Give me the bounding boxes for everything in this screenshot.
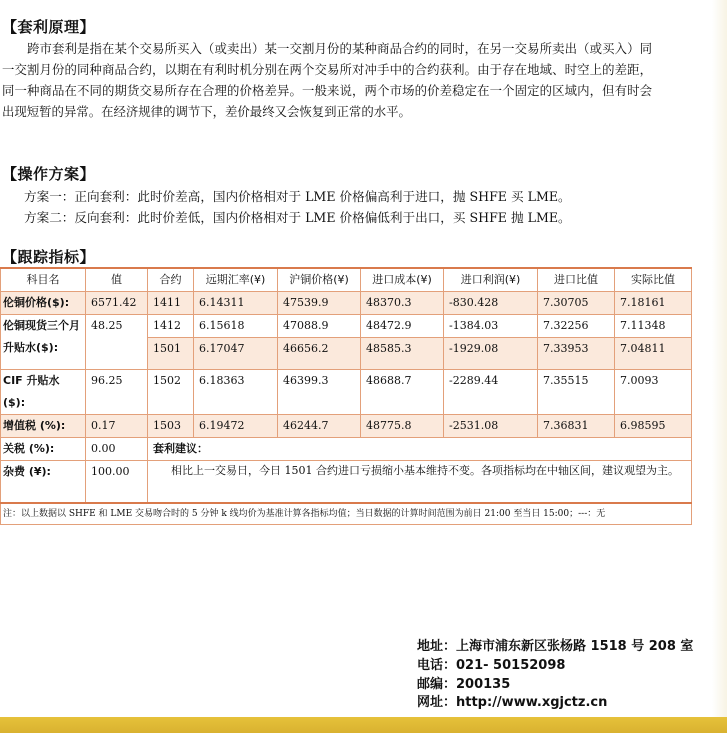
principle-section-title: 【套利原理】: [2, 18, 96, 36]
contact-phone: 电话：021- 50152098: [417, 658, 566, 673]
tracking-section-title: 【跟踪指标】: [2, 248, 96, 266]
import-cost: 48688.7: [361, 370, 444, 415]
footer-bar: [0, 717, 727, 733]
plan-two: 方案二：反向套利：此时价差低，国内价格相对于 LME 价格偏低利于出口，买 SHFE 抛 LME。: [24, 210, 571, 225]
import-ratio: 7.35515: [538, 370, 615, 415]
import-cost: 48370.3: [361, 292, 444, 315]
forward-fx: 6.18363: [194, 370, 278, 415]
import-profit: -2289.44: [444, 370, 538, 415]
table-note: 注：以上数据以 SHFE 和 LME 交易吻合时的 5 分钟 k 线均价为基准计算各指标均值；当日数据的计算时间范围为前日 21:00 至当日 15:00；---：无: [1, 503, 692, 525]
advice-text: 相比上一交易日，今日 1501 合约进口亏损缩小基本维持不变。各项指标均在中轴区间，建议观望为主。: [171, 464, 679, 477]
item-name: 关税 (%):: [1, 438, 86, 461]
import-cost: 48472.9: [361, 315, 444, 338]
forward-fx: 6.17047: [194, 338, 278, 370]
import-cost: 48775.8: [361, 415, 444, 438]
item-value: 96.25: [86, 370, 148, 415]
header-import-profit: 进口利润(¥): [444, 268, 538, 292]
import-profit: -830.428: [444, 292, 538, 315]
contract-code: 1412: [148, 315, 194, 338]
item-value: 6571.42: [86, 292, 148, 315]
header-forward-fx: 远期汇率(¥): [194, 268, 278, 292]
import-ratio: 7.36831: [538, 415, 615, 438]
contract-code: 1503: [148, 415, 194, 438]
contract-code: 1502: [148, 370, 194, 415]
plan-one: 方案一：正向套利：此时价差高，国内价格相对于 LME 价格偏高利于进口，抛 SHFE 买 LME。: [24, 189, 571, 204]
contact-website[interactable]: 网址：http://www.xgjctz.cn: [417, 695, 608, 710]
shfe-price: 46399.3: [278, 370, 361, 415]
item-value: 100.00: [86, 461, 148, 503]
contract-code: 1411: [148, 292, 194, 315]
principle-paragraph: 跨市套利是指在某个交易所买入（或卖出）某一交割月份的某种商品合约的同时，在另一交易所卖出（或买入）同一交割月份的同种商品合约，以期在有利时机分别在两个交易所对冲手中的合约获利。由于存在地域、时空上的差距，同一种商品在不同的期货交易所存在合理的价格差异。一般来说，两个市场的价差稳定在一个固定的区域内，但有时会出现短暂的异常。在经济规律的调节下，差价最终又会恢复到正常的水平。: [2, 41, 652, 119]
forward-fx: 6.15618: [194, 315, 278, 338]
header-import-ratio: 进口比值: [538, 268, 615, 292]
header-shfe-price: 沪铜价格(¥): [278, 268, 361, 292]
advice-cell: [148, 461, 692, 503]
import-profit: -1384.03: [444, 315, 538, 338]
item-name: 增值税 (%):: [1, 415, 86, 438]
table-row: [1, 370, 692, 415]
contract-code: 1501: [148, 338, 194, 370]
actual-ratio: 7.0093: [615, 370, 692, 415]
actual-ratio: 7.11348: [615, 315, 692, 338]
actual-ratio: 6.98595: [615, 415, 692, 438]
table-note-row: [1, 503, 692, 525]
header-actual-ratio: 实际比值: [615, 268, 692, 292]
item-name: 杂费 (¥):: [1, 461, 86, 503]
import-ratio: 7.30705: [538, 292, 615, 315]
actual-ratio: 7.18161: [615, 292, 692, 315]
shfe-price: 46656.2: [278, 338, 361, 370]
header-contract: 合约: [148, 268, 194, 292]
item-value: 0.00: [86, 438, 148, 461]
page-edge-shade: [712, 0, 727, 717]
shfe-price: 46244.7: [278, 415, 361, 438]
table-row: [1, 461, 692, 503]
advice-title: 套利建议：: [148, 438, 692, 461]
import-profit: -1929.08: [444, 338, 538, 370]
plan-section-title: 【操作方案】: [2, 165, 96, 183]
header-import-cost: 进口成本(¥): [361, 268, 444, 292]
contact-address: 地址：上海市浦东新区张杨路 1518 号 208 室: [417, 639, 694, 654]
header-value: 值: [86, 268, 148, 292]
item-value: 0.17: [86, 415, 148, 438]
shfe-price: 47088.9: [278, 315, 361, 338]
table-row: [1, 415, 692, 438]
item-value: 48.25: [86, 315, 148, 370]
item-name: 伦铜现货三个月升贴水($):: [1, 315, 86, 370]
table-header-row: [1, 268, 692, 292]
import-ratio: 7.32256: [538, 315, 615, 338]
forward-fx: 6.14311: [194, 292, 278, 315]
import-profit: -2531.08: [444, 415, 538, 438]
import-cost: 48585.3: [361, 338, 444, 370]
tracking-table: [0, 267, 692, 525]
table-row: [1, 315, 692, 338]
forward-fx: 6.19472: [194, 415, 278, 438]
actual-ratio: 7.04811: [615, 338, 692, 370]
table-row: [1, 292, 692, 315]
header-item: 科目名: [1, 268, 86, 292]
table-row: [1, 438, 692, 461]
import-ratio: 7.33953: [538, 338, 615, 370]
item-name: 伦铜价格($):: [1, 292, 86, 315]
contact-postcode: 邮编：200135: [417, 677, 511, 692]
shfe-price: 47539.9: [278, 292, 361, 315]
item-name: CIF 升贴水($):: [1, 370, 86, 415]
